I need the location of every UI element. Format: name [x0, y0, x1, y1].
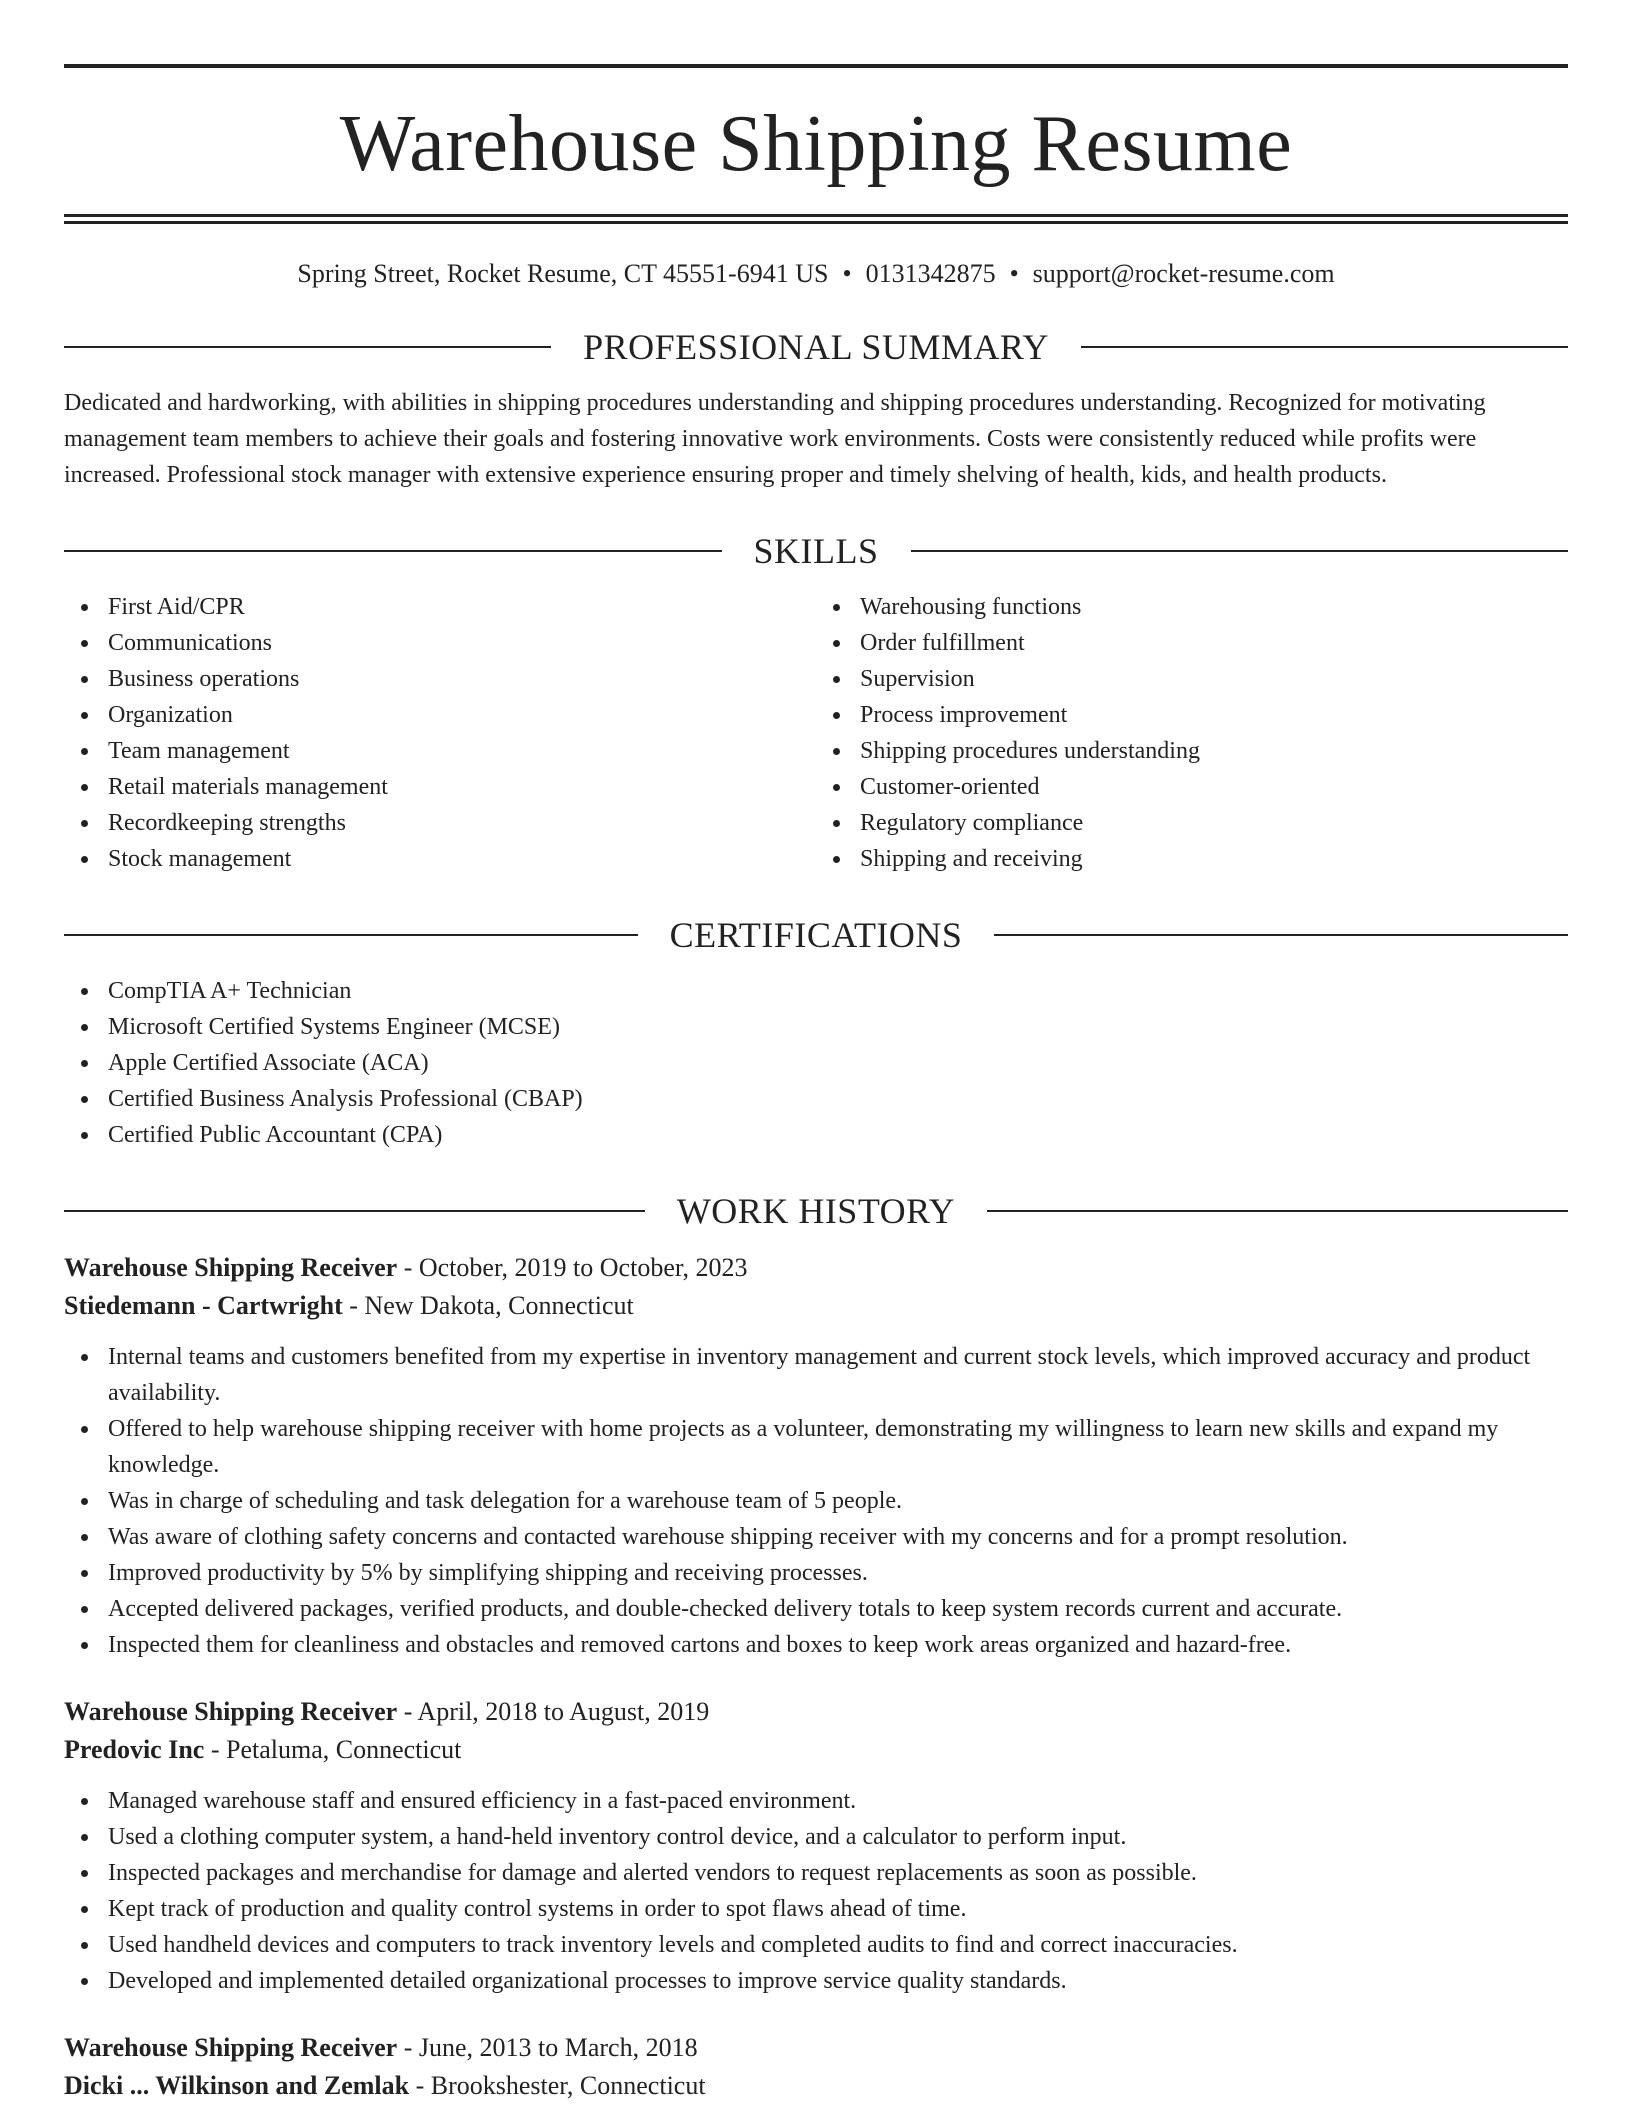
job-role: Warehouse Shipping Receiver: [64, 1697, 398, 1727]
job-bullet: Kept track of production and quality control systems in order to spot flaws ahead of time.: [64, 1891, 1568, 1927]
contact-separator: •: [842, 259, 852, 288]
skill-item: Shipping and receiving: [816, 841, 1568, 877]
skill-item: Stock management: [64, 841, 816, 877]
title-double-rule: [64, 214, 1568, 224]
job-bullet: Internal teams and customers benefited from my expertise in inventory management and current stock levels, which improved accuracy and product availability.: [64, 1339, 1568, 1411]
job-company-line: [64, 1287, 1568, 1325]
job-company: Stiedemann - Cartwright: [64, 1291, 343, 1321]
skill-item: Shipping procedures understanding: [816, 733, 1568, 769]
skills-list-right: [816, 589, 1568, 877]
skill-item: Warehousing functions: [816, 589, 1568, 625]
section-heading-skills: [64, 531, 1568, 572]
job-bullet: Inspected packages and merchandise for damage and alerted vendors to request replacements as soon as possible.: [64, 1855, 1568, 1891]
certification-item: Microsoft Certified Systems Engineer (MCSE): [64, 1009, 1568, 1045]
job-bullet: Managed warehouse staff and ensured efficiency in a fast-paced environment.: [64, 1783, 1568, 1819]
skill-item: Organization: [64, 697, 816, 733]
job-company-line: [64, 1731, 1568, 1769]
job-location: - New Dakota, Connecticut: [342, 1291, 634, 1321]
job-company: Dicki ... Wilkinson and Zemlak: [64, 2071, 410, 2101]
job-dates: - June, 2013 to March, 2018: [397, 2033, 698, 2063]
heading-rule-left: [64, 934, 638, 936]
contact-phone: 0131342875: [865, 259, 996, 288]
heading-rule-right: [911, 550, 1569, 552]
certification-item: CompTIA A+ Technician: [64, 973, 1568, 1009]
section-heading-label: PROFESSIONAL SUMMARY: [583, 327, 1049, 368]
certification-item: Apple Certified Associate (ACA): [64, 1045, 1568, 1081]
job-bullet: Improved productivity by 5% by simplifying shipping and receiving processes.: [64, 1555, 1568, 1591]
heading-rule-right: [994, 934, 1568, 936]
skill-item: Regulatory compliance: [816, 805, 1568, 841]
contact-email: support@rocket-resume.com: [1032, 259, 1335, 288]
work-history-list: [64, 1249, 1568, 2105]
section-heading-label: WORK HISTORY: [676, 1191, 956, 1232]
job-company: Predovic Inc: [64, 1735, 205, 1765]
section-heading-label: SKILLS: [753, 531, 879, 572]
job-location: - Petaluma, Connecticut: [204, 1735, 462, 1765]
section-heading-certifications: [64, 915, 1568, 956]
certifications-list: [64, 973, 1568, 1153]
job-title-line: [64, 1249, 1568, 1287]
heading-rule-right: [1081, 346, 1568, 348]
section-heading-work: [64, 1191, 1568, 1232]
skill-item: Communications: [64, 625, 816, 661]
job-title-line: [64, 1693, 1568, 1731]
job-bullet: Inspected them for cleanliness and obstacles and removed cartons and boxes to keep work areas organized and hazard-free.: [64, 1627, 1568, 1663]
skill-item: Team management: [64, 733, 816, 769]
contact-separator: •: [1009, 259, 1019, 288]
heading-rule-left: [64, 346, 551, 348]
certification-item: Certified Business Analysis Professional (CBAP): [64, 1081, 1568, 1117]
job-bullet: Was aware of clothing safety concerns and contacted warehouse shipping receiver with my concerns and for a prompt resolution.: [64, 1519, 1568, 1555]
skill-item: Order fulfillment: [816, 625, 1568, 661]
job-bullet: Was in charge of scheduling and task delegation for a warehouse team of 5 people.: [64, 1483, 1568, 1519]
top-rule: [64, 64, 1568, 68]
job-bullets: [64, 1783, 1568, 1999]
job-bullets: [64, 1339, 1568, 1663]
certification-item: Certified Public Accountant (CPA): [64, 1117, 1568, 1153]
skill-item: Recordkeeping strengths: [64, 805, 816, 841]
heading-rule-left: [64, 1210, 645, 1212]
heading-rule-right: [987, 1210, 1568, 1212]
contact-line: [64, 258, 1568, 289]
job-title-line: [64, 2029, 1568, 2067]
section-heading-summary: [64, 327, 1568, 368]
job-bullet: Offered to help warehouse shipping receiver with home projects as a volunteer, demonstrating my willingness to learn new skills and expand my knowledge.: [64, 1411, 1568, 1483]
job-dates: - October, 2019 to October, 2023: [397, 1253, 748, 1283]
section-heading-label: CERTIFICATIONS: [669, 915, 963, 956]
skill-item: Supervision: [816, 661, 1568, 697]
skill-item: Retail materials management: [64, 769, 816, 805]
contact-address: Spring Street, Rocket Resume, CT 45551-6941 US: [297, 259, 829, 288]
skill-item: Process improvement: [816, 697, 1568, 733]
job-bullet: Developed and implemented detailed organizational processes to improve service quality standards.: [64, 1963, 1568, 1999]
resume-title: Warehouse Shipping Resume: [339, 100, 1293, 188]
job-dates: - April, 2018 to August, 2019: [397, 1697, 710, 1727]
resume-page: [64, 64, 1568, 2105]
skill-item: Business operations: [64, 661, 816, 697]
skill-item: Customer-oriented: [816, 769, 1568, 805]
job-entry: [64, 1693, 1568, 1999]
job-bullet: Accepted delivered packages, verified products, and double-checked delivery totals to keep system records current and accurate.: [64, 1591, 1568, 1627]
skill-item: First Aid/CPR: [64, 589, 816, 625]
job-bullet: Used handheld devices and computers to track inventory levels and completed audits to find and correct inaccuracies.: [64, 1927, 1568, 1963]
job-entry: [64, 1249, 1568, 1663]
skills-list-left: [64, 589, 816, 877]
summary-paragraph: Dedicated and hardworking, with abilities in shipping procedures understanding and shipping procedures understanding. Recognized for motivating management team members to achieve their goals and fostering innovative work environments. Costs were consistently reduced while profits were increased. Professional stock manager with extensive experience ensuring proper and timely shelving of health, kids, and health products.: [64, 390, 1486, 489]
job-role: Warehouse Shipping Receiver: [64, 1253, 398, 1283]
job-location: - Brookshester, Connecticut: [409, 2071, 706, 2101]
skills-grid: [64, 589, 1568, 877]
job-company-line: [64, 2067, 1568, 2105]
job-bullet: Used a clothing computer system, a hand-held inventory control device, and a calculator to perform input.: [64, 1819, 1568, 1855]
heading-rule-left: [64, 550, 722, 552]
job-entry: [64, 2029, 1568, 2105]
job-role: Warehouse Shipping Receiver: [64, 2033, 398, 2063]
